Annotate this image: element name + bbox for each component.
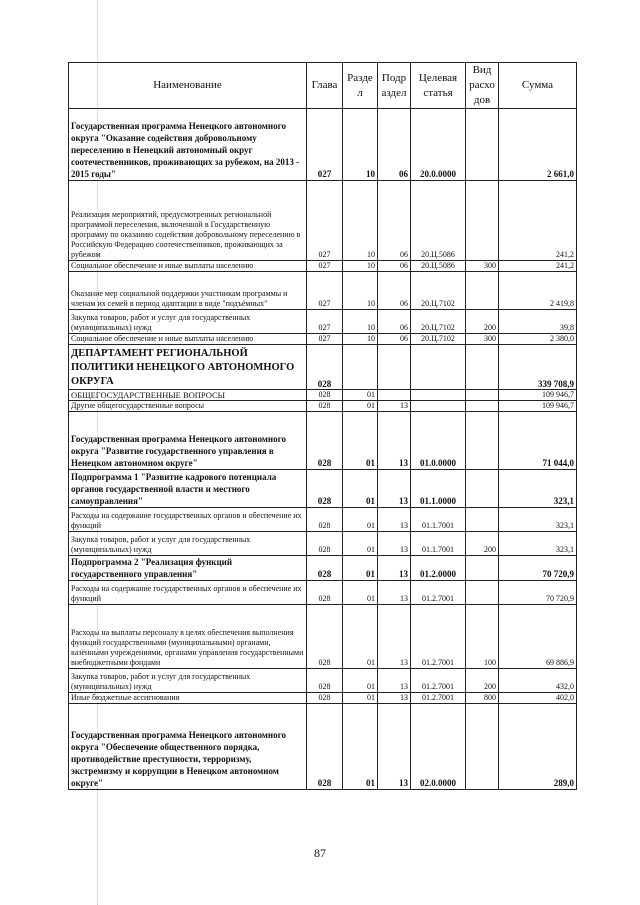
row-glava: 027	[307, 261, 343, 272]
row-summa: 2 380,0	[499, 334, 577, 345]
header-razdel: Разде л	[343, 63, 378, 109]
row-podrazdel: 13	[378, 581, 411, 605]
row-name: Социальное обеспечение и иные выплаты населению	[69, 334, 307, 345]
row-summa: 323,1	[499, 470, 577, 508]
table-row	[69, 669, 577, 693]
row-glava: 027	[307, 334, 343, 345]
table-row	[69, 345, 577, 390]
row-statya: 01.2.7001	[411, 669, 466, 693]
row-razdel: 01	[343, 693, 378, 704]
row-statya: 01.2.7001	[411, 605, 466, 669]
row-glava: 028	[307, 581, 343, 605]
row-glava: 028	[307, 508, 343, 532]
row-statya: 20.Ц.7102	[411, 310, 466, 334]
row-summa: 70 720,9	[499, 556, 577, 581]
row-glava: 027	[307, 272, 343, 310]
row-podrazdel: 06	[378, 310, 411, 334]
table-row	[69, 704, 577, 790]
row-name: Подпрограмма 1 "Развитие кадрового потенциала органов государственной власти и местного самоуправления"	[69, 470, 307, 508]
row-statya: 02.0.0000	[411, 704, 466, 790]
header-podrazdel: Подр аздел	[378, 63, 411, 109]
row-summa: 339 708,9	[499, 345, 577, 390]
row-podrazdel: 06	[378, 261, 411, 272]
row-vid	[466, 181, 499, 261]
row-glava: 028	[307, 605, 343, 669]
row-podrazdel	[378, 345, 411, 390]
row-razdel	[343, 345, 378, 390]
row-vid: 200	[466, 532, 499, 556]
row-name: Государственная программа Ненецкого автономного округа "Оказание содействия добровольному переселению в Ненецкий автономный округ соотечественников, проживающих за рубежом, на 2013 - 2015 годы"	[69, 109, 307, 181]
row-razdel: 01	[343, 669, 378, 693]
row-summa: 71 044,0	[499, 412, 577, 470]
row-vid	[466, 109, 499, 181]
row-razdel: 01	[343, 470, 378, 508]
row-podrazdel: 13	[378, 704, 411, 790]
table-row	[69, 109, 577, 181]
row-name: Расходы на выплаты персоналу в целях обеспечения выполнения функций государственными (муниципальными) органами, казёнными учреждениями, органами управления государственными внебюджетными фондами	[69, 605, 307, 669]
row-podrazdel: 13	[378, 605, 411, 669]
header-vid: Вид расхо дов	[466, 63, 499, 109]
row-vid	[466, 581, 499, 605]
row-vid	[466, 272, 499, 310]
row-razdel: 01	[343, 412, 378, 470]
row-razdel: 01	[343, 401, 378, 412]
row-razdel: 10	[343, 334, 378, 345]
table-row	[69, 508, 577, 532]
row-summa: 39,8	[499, 310, 577, 334]
row-podrazdel: 13	[378, 412, 411, 470]
table-row	[69, 310, 577, 334]
row-vid: 800	[466, 693, 499, 704]
row-podrazdel: 13	[378, 401, 411, 412]
table-row	[69, 556, 577, 581]
row-summa: 69 886,9	[499, 605, 577, 669]
table-row	[69, 181, 577, 261]
table-row	[69, 470, 577, 508]
row-podrazdel: 06	[378, 334, 411, 345]
row-summa: 289,0	[499, 704, 577, 790]
row-podrazdel: 13	[378, 508, 411, 532]
row-name: Оказание мер социальной поддержки участникам программы и членам их семей в период адаптации в виде "подъёмных"	[69, 272, 307, 310]
row-glava: 027	[307, 181, 343, 261]
header-name: Наименование	[69, 63, 307, 109]
row-razdel: 10	[343, 261, 378, 272]
table-row	[69, 412, 577, 470]
row-vid	[466, 556, 499, 581]
table-row	[69, 581, 577, 605]
row-summa: 109 946,7	[499, 390, 577, 401]
row-glava: 028	[307, 345, 343, 390]
row-glava: 028	[307, 412, 343, 470]
row-statya: 01.2.0000	[411, 556, 466, 581]
row-razdel: 01	[343, 581, 378, 605]
row-summa: 241,2	[499, 181, 577, 261]
row-name: Государственная программа Ненецкого автономного округа "Развитие государственного управления в Ненецком автономном округе"	[69, 412, 307, 470]
row-podrazdel: 06	[378, 181, 411, 261]
row-statya	[411, 390, 466, 401]
row-name: Другие общегосударственные вопросы	[69, 401, 307, 412]
row-glava: 028	[307, 470, 343, 508]
row-statya: 20.Ц.7102	[411, 334, 466, 345]
row-name: ДЕПАРТАМЕНТ РЕГИОНАЛЬНОЙ ПОЛИТИКИ НЕНЕЦКОГО АВТОНОМНОГО ОКРУГА	[69, 345, 307, 390]
row-statya: 01.0.0000	[411, 412, 466, 470]
row-vid	[466, 508, 499, 532]
row-glava: 028	[307, 401, 343, 412]
row-summa: 432,0	[499, 669, 577, 693]
budget-table	[68, 62, 577, 790]
row-razdel: 01	[343, 704, 378, 790]
row-summa: 70 720,9	[499, 581, 577, 605]
row-glava: 028	[307, 669, 343, 693]
row-statya: 20.0.0000	[411, 109, 466, 181]
header-summa: Сумма	[499, 63, 577, 109]
row-podrazdel: 13	[378, 669, 411, 693]
row-statya: 20.Ц.7102	[411, 272, 466, 310]
row-vid: 100	[466, 605, 499, 669]
row-glava: 028	[307, 704, 343, 790]
row-name: Реализация мероприятий, предусмотренных региональной программой переселения, включенной в Государственную программу по оказанию содействия добровольному переселению в Российскую Федерацию соотечественников, проживающих за рубежом	[69, 181, 307, 261]
row-razdel: 01	[343, 508, 378, 532]
row-statya: 01.2.7001	[411, 581, 466, 605]
row-name: Расходы на содержание государственных органов и обеспечение их функций	[69, 581, 307, 605]
row-vid	[466, 412, 499, 470]
row-statya: 01.1.7001	[411, 532, 466, 556]
row-razdel: 01	[343, 532, 378, 556]
row-vid	[466, 345, 499, 390]
row-name: Иные бюджетные ассигнования	[69, 693, 307, 704]
row-name: Подпрограмма 2 "Реализация функций государственного управления"	[69, 556, 307, 581]
row-vid: 200	[466, 669, 499, 693]
row-glava: 027	[307, 109, 343, 181]
table-row	[69, 693, 577, 704]
row-razdel: 10	[343, 272, 378, 310]
table-row	[69, 261, 577, 272]
row-name: Закупка товаров, работ и услуг для государственных (муниципальных) нужд	[69, 532, 307, 556]
row-vid	[466, 470, 499, 508]
row-summa: 2 661,0	[499, 109, 577, 181]
row-name: Расходы на содержание государственных органов и обеспечение их функций	[69, 508, 307, 532]
row-statya: 01.2.7001	[411, 693, 466, 704]
table-header-row	[69, 63, 577, 109]
row-podrazdel	[378, 390, 411, 401]
row-summa: 2 419,8	[499, 272, 577, 310]
row-vid: 300	[466, 261, 499, 272]
row-podrazdel: 13	[378, 470, 411, 508]
row-glava: 028	[307, 532, 343, 556]
table-row	[69, 334, 577, 345]
row-name: Закупка товаров, работ и услуг для государственных (муниципальных) нужд	[69, 310, 307, 334]
row-glava: 028	[307, 556, 343, 581]
row-razdel: 10	[343, 109, 378, 181]
row-vid	[466, 390, 499, 401]
row-razdel: 01	[343, 556, 378, 581]
row-vid: 200	[466, 310, 499, 334]
header-statya: Целевая статья	[411, 63, 466, 109]
page-number: 87	[314, 846, 326, 860]
row-vid	[466, 401, 499, 412]
row-statya: 20.Ц.5086	[411, 181, 466, 261]
table-row	[69, 272, 577, 310]
table-body	[69, 109, 577, 790]
table-row	[69, 390, 577, 401]
row-statya	[411, 345, 466, 390]
table-row	[69, 605, 577, 669]
row-statya: 20.Ц.5086	[411, 261, 466, 272]
row-glava: 028	[307, 693, 343, 704]
table-row	[69, 401, 577, 412]
row-podrazdel: 13	[378, 693, 411, 704]
row-statya: 01.1.0000	[411, 470, 466, 508]
row-razdel: 01	[343, 390, 378, 401]
row-summa: 402,0	[499, 693, 577, 704]
row-podrazdel: 13	[378, 556, 411, 581]
row-name: Социальное обеспечение и иные выплаты населению	[69, 261, 307, 272]
row-razdel: 10	[343, 181, 378, 261]
row-summa: 109 946,7	[499, 401, 577, 412]
row-glava: 027	[307, 310, 343, 334]
row-name: ОБЩЕГОСУДАРСТВЕННЫЕ ВОПРОСЫ	[69, 390, 307, 401]
row-summa: 323,1	[499, 532, 577, 556]
row-name: Закупка товаров, работ и услуг для государственных (муниципальных) нужд	[69, 669, 307, 693]
row-statya	[411, 401, 466, 412]
row-razdel: 10	[343, 310, 378, 334]
row-podrazdel: 06	[378, 109, 411, 181]
row-statya: 01.1.7001	[411, 508, 466, 532]
table-row	[69, 532, 577, 556]
row-summa: 241,2	[499, 261, 577, 272]
row-name: Государственная программа Ненецкого автономного округа "Обеспечение общественного порядка, противодействие преступности, терроризму, экстремизму и коррупции в Ненецком автономном округе"	[69, 704, 307, 790]
row-glava: 028	[307, 390, 343, 401]
row-vid	[466, 704, 499, 790]
row-vid: 300	[466, 334, 499, 345]
header-glava: Глава	[307, 63, 343, 109]
row-podrazdel: 13	[378, 532, 411, 556]
row-summa: 323,1	[499, 508, 577, 532]
row-razdel: 01	[343, 605, 378, 669]
row-podrazdel: 06	[378, 272, 411, 310]
